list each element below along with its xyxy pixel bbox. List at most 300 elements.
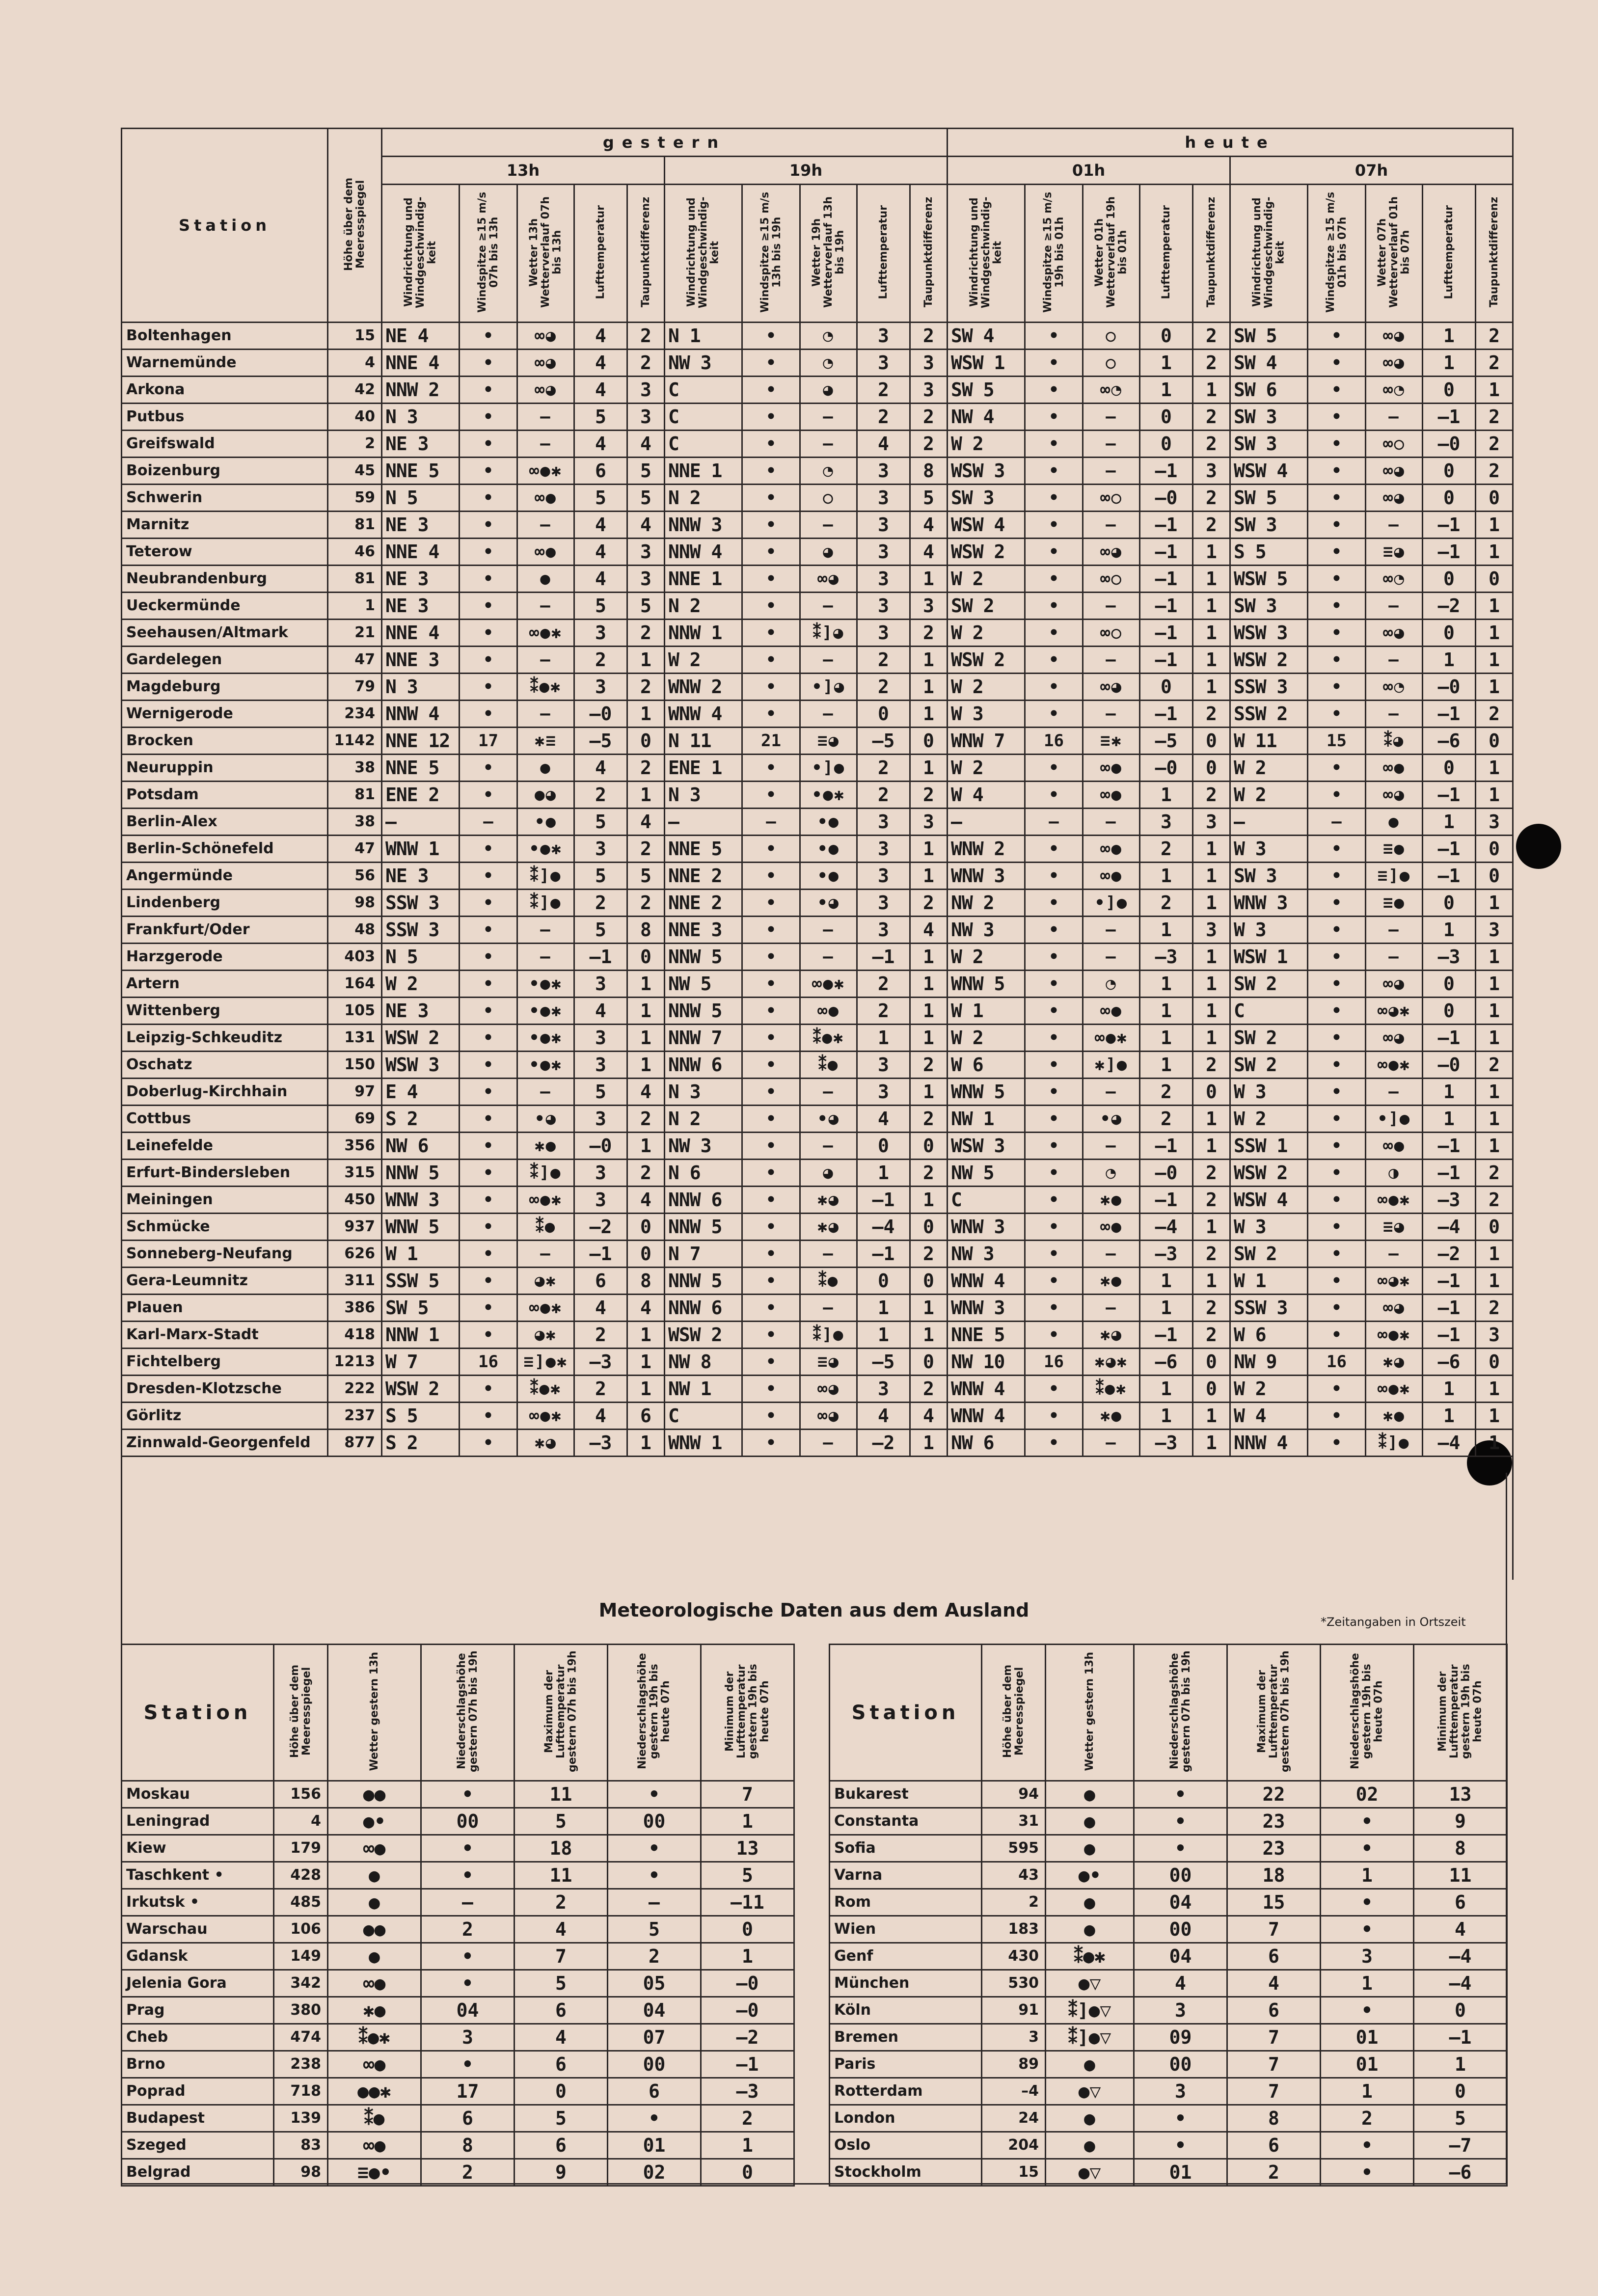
wind-cell: NNW 3 (665, 512, 742, 539)
precip-day-cell: 01 (1134, 2159, 1227, 2186)
gust-cell: • (460, 863, 517, 890)
max-temp-cell: 4 (515, 1916, 608, 1943)
weather-cell: – (800, 647, 857, 674)
station-elevation: 428 (274, 1862, 328, 1889)
station-elevation: 43 (982, 1862, 1046, 1889)
dewpoint-cell: 1 (627, 782, 665, 809)
dewpoint-cell: 4 (910, 917, 948, 944)
wind-cell: NW 8 (665, 1349, 742, 1376)
gust-cell: • (742, 674, 800, 701)
temperature-cell: –1 (1423, 1025, 1476, 1052)
dewpoint-cell: 2 (1193, 1241, 1230, 1268)
gust-cell: • (1308, 1376, 1366, 1403)
weather-cell: ● (1046, 1835, 1134, 1862)
weather-cell: – (1366, 512, 1423, 539)
weather-cell: – (1083, 944, 1140, 971)
precip-day-header: Niederschlagshöhe gestern 07h bis 19h (1134, 1645, 1227, 1781)
precip-night-cell: 3 (1321, 1943, 1414, 1970)
column-gap (794, 2159, 830, 2186)
gust-cell: • (460, 1430, 517, 1457)
temperature-cell: 3 (574, 1160, 627, 1187)
weather-cell: – (1366, 404, 1423, 431)
dewpoint-cell: 2 (627, 1106, 665, 1133)
dewpoint-cell: 1 (1193, 1430, 1230, 1457)
time-01h: 01h (948, 157, 1230, 185)
wind-cell: N 2 (665, 593, 742, 620)
temperature-cell: –1 (1140, 458, 1193, 485)
temperature-cell: –6 (1423, 1349, 1476, 1376)
dewpoint-cell: 1 (1476, 1376, 1513, 1403)
dewpoint-cell: 1 (627, 1052, 665, 1079)
gust-cell: • (742, 485, 800, 512)
wind-cell: W 2 (948, 566, 1025, 593)
gust-cell: • (460, 1187, 517, 1214)
weather-cell: ∞◕ (1366, 620, 1423, 647)
wind-cell: WSW 2 (1230, 647, 1308, 674)
precip-night-cell: 2 (608, 1943, 701, 1970)
dewpoint-cell: 1 (1193, 1106, 1230, 1133)
station-elevation: 403 (328, 944, 382, 971)
weather-cell: – (800, 431, 857, 458)
dewpoint-cell: 0 (910, 1214, 948, 1241)
gust-cell: • (742, 350, 800, 377)
station-elevation: 69 (328, 1106, 382, 1133)
temperature-cell: 3 (857, 593, 910, 620)
weather-cell: – (800, 701, 857, 728)
station-name: Leningrad (122, 1808, 274, 1835)
weather-cell: ∞◕ (800, 1376, 857, 1403)
station-elevation: 222 (328, 1376, 382, 1403)
dewpoint-cell: 4 (627, 431, 665, 458)
temperature-cell: –2 (857, 1430, 910, 1457)
dewpoint-cell: 2 (1476, 431, 1513, 458)
wind-cell: NNE 2 (665, 863, 742, 890)
temperature-cell: 4 (574, 1295, 627, 1322)
wind-cell: NNE 1 (665, 566, 742, 593)
dewpoint-cell: 3 (910, 350, 948, 377)
dewpoint-cell: 1 (1476, 944, 1513, 971)
station-elevation: 149 (274, 1943, 328, 1970)
gust-cell: • (1308, 593, 1366, 620)
station-name: Leipzig-Schkeuditz (122, 1025, 328, 1052)
dewpoint-cell: 2 (1476, 701, 1513, 728)
max-temp-header: Maximum der Lufttemperatur gestern 07h bis 19h (1227, 1645, 1321, 1781)
weather-cell: – (1366, 647, 1423, 674)
station-elevation: 183 (982, 1916, 1046, 1943)
gust-cell: • (1025, 566, 1083, 593)
station-name: Görlitz (122, 1403, 328, 1430)
station-name: Oslo (830, 2132, 982, 2159)
table-row (122, 1862, 1507, 1889)
wind-cell: NE 3 (382, 566, 460, 593)
dewpoint-cell: 5 (627, 458, 665, 485)
wind-cell: W 2 (948, 674, 1025, 701)
gust-cell: • (460, 701, 517, 728)
precip-day-cell: • (421, 1862, 515, 1889)
weather-cell: ● (517, 566, 574, 593)
station-name: Köln (830, 1997, 982, 2024)
dewpoint-header: Taupunktdifferenz (1476, 185, 1513, 323)
precip-night-cell: 07 (608, 2024, 701, 2051)
station-name: Doberlug-Kirchhain (122, 1079, 328, 1106)
table-row (122, 863, 1513, 890)
max-temp-cell: 7 (1227, 2051, 1321, 2078)
wind-cell: NE 3 (382, 593, 460, 620)
column-gap (794, 1645, 830, 1781)
precip-night-cell: • (1321, 2132, 1414, 2159)
station-elevation: 150 (328, 1052, 382, 1079)
dewpoint-cell: 3 (627, 566, 665, 593)
table-row (122, 809, 1513, 836)
gust-cell: • (1308, 1133, 1366, 1160)
dewpoint-cell: 2 (1193, 1187, 1230, 1214)
gust-cell: • (460, 377, 517, 404)
table-row (122, 1295, 1513, 1322)
gust-cell: • (1308, 1295, 1366, 1322)
station-elevation: 79 (328, 674, 382, 701)
temperature-cell: 1 (1423, 809, 1476, 836)
precip-night-cell: 04 (608, 1997, 701, 2024)
weather-cell: – (800, 593, 857, 620)
table-row (122, 1241, 1513, 1268)
weather-cell: ◔ (1083, 1160, 1140, 1187)
time-13h: 13h (382, 157, 665, 185)
precip-day-cell: 00 (1134, 2051, 1227, 2078)
column-gap (794, 1997, 830, 2024)
gust-cell: • (1025, 917, 1083, 944)
wind-cell: WNW 1 (382, 836, 460, 863)
gust-cell: • (1308, 1052, 1366, 1079)
column-gap (794, 1943, 830, 1970)
dewpoint-cell: 3 (910, 593, 948, 620)
station-elevation: 91 (982, 1997, 1046, 2024)
temperature-header: Lufttemperatur (574, 185, 627, 323)
temperature-cell: –0 (574, 701, 627, 728)
min-temp-cell: 0 (1414, 2078, 1507, 2105)
weather-cell: – (1083, 593, 1140, 620)
precip-night-cell: 01 (1321, 2051, 1414, 2078)
temperature-cell: 1 (1140, 1268, 1193, 1295)
precip-day-cell: 00 (1134, 1862, 1227, 1889)
max-temp-cell: 4 (515, 2024, 608, 2051)
max-temp-cell: 18 (515, 1835, 608, 1862)
precip-day-cell: 3 (1134, 2078, 1227, 2105)
group-gestern: gestern (382, 129, 948, 157)
weather-cell: ∞● (1083, 755, 1140, 782)
wind-cell: S 5 (1230, 539, 1308, 566)
gust-cell: • (1025, 458, 1083, 485)
gust-cell: • (460, 674, 517, 701)
dewpoint-cell: 6 (627, 1403, 665, 1430)
gust-cell: • (742, 917, 800, 944)
temperature-cell: 2 (857, 971, 910, 998)
weather-cell: ✱◕ (800, 1187, 857, 1214)
temperature-cell: –1 (1423, 863, 1476, 890)
temperature-cell: 2 (857, 404, 910, 431)
wind-cell: C (665, 1403, 742, 1430)
station-name: Boltenhagen (122, 323, 328, 350)
wind-cell: WNW 4 (665, 701, 742, 728)
station-name: Brocken (122, 728, 328, 755)
gust-cell: • (1308, 836, 1366, 863)
station-header: Station (830, 1645, 982, 1781)
column-gap (794, 1970, 830, 1997)
wind-cell: WSW 3 (948, 1133, 1025, 1160)
wind-cell: SSW 3 (1230, 674, 1308, 701)
dewpoint-cell: 1 (1476, 1430, 1513, 1457)
table-row (122, 1430, 1513, 1457)
dewpoint-cell: 2 (1193, 431, 1230, 458)
wind-cell: SW 4 (948, 323, 1025, 350)
table-row (122, 1889, 1507, 1916)
gust-cell: • (1025, 1295, 1083, 1322)
weather-cell: ∞● (1083, 863, 1140, 890)
table-row (122, 1025, 1513, 1052)
gust-cell: – (1308, 809, 1366, 836)
wind-cell: NNW 5 (665, 1214, 742, 1241)
wind-cell: SSW 3 (382, 890, 460, 917)
wind-cell: W 7 (382, 1349, 460, 1376)
station-elevation: 46 (328, 539, 382, 566)
wind-cell: W 4 (948, 782, 1025, 809)
dewpoint-cell: 1 (1193, 647, 1230, 674)
precip-night-cell: • (608, 1862, 701, 1889)
dewpoint-cell: 1 (1476, 1025, 1513, 1052)
temperature-cell: –5 (1140, 728, 1193, 755)
weather-cell: •]◕ (800, 674, 857, 701)
gust-cell: • (1025, 512, 1083, 539)
temperature-header: Lufttemperatur (1423, 185, 1476, 323)
precip-day-cell: 09 (1134, 2024, 1227, 2051)
dewpoint-cell: 4 (627, 1079, 665, 1106)
weather-cell: ✱◕ (1366, 1349, 1423, 1376)
dewpoint-cell: 1 (910, 566, 948, 593)
dewpoint-cell: 1 (627, 998, 665, 1025)
weather-cell: •●✱ (517, 1052, 574, 1079)
table-row (122, 2159, 1507, 2186)
gust-cell: • (742, 1160, 800, 1187)
wind-cell: WSW 4 (948, 512, 1025, 539)
gust-cell: • (1025, 323, 1083, 350)
gust-cell: • (460, 593, 517, 620)
gust-cell: • (1308, 1187, 1366, 1214)
weather-cell: ⁑● (328, 2105, 421, 2132)
wind-cell: W 3 (1230, 917, 1308, 944)
temperature-cell: –3 (1423, 944, 1476, 971)
weather-cell: ≡◕ (800, 728, 857, 755)
temperature-cell: 3 (857, 1079, 910, 1106)
dewpoint-cell: 1 (910, 1322, 948, 1349)
weather-cell: ∞● (328, 1835, 421, 1862)
weather-cell: – (517, 512, 574, 539)
dewpoint-cell: 1 (910, 1430, 948, 1457)
max-temp-cell: 5 (515, 1970, 608, 1997)
weather-cell: ∞○ (1083, 620, 1140, 647)
temperature-cell: –1 (1423, 404, 1476, 431)
precip-night-cell: 1 (1321, 2078, 1414, 2105)
weather-cell: ✱≡ (517, 728, 574, 755)
wind-cell: NW 3 (948, 917, 1025, 944)
weather-cell: – (1366, 701, 1423, 728)
precip-night-cell: • (608, 2105, 701, 2132)
temperature-cell: 0 (857, 1133, 910, 1160)
temperature-cell: 2 (857, 674, 910, 701)
gust-cell: • (1025, 593, 1083, 620)
max-temp-cell: 6 (515, 2051, 608, 2078)
dewpoint-cell: 4 (910, 512, 948, 539)
weather-cell: – (1083, 917, 1140, 944)
gust-cell: • (1308, 431, 1366, 458)
table-row (122, 1052, 1513, 1079)
gust-cell: • (460, 539, 517, 566)
weather-cell: ∞● (1366, 1133, 1423, 1160)
weather-cell: – (800, 404, 857, 431)
station-elevation: 21 (328, 620, 382, 647)
weather-cell: ∞◕✱ (1366, 998, 1423, 1025)
max-temp-cell: 4 (1227, 1970, 1321, 1997)
weather-cell: – (1083, 1241, 1140, 1268)
gust-cell: • (1025, 404, 1083, 431)
wind-cell: NW 3 (665, 1133, 742, 1160)
wind-cell: S 2 (382, 1106, 460, 1133)
wind-cell: N 5 (382, 944, 460, 971)
temperature-cell: –1 (857, 944, 910, 971)
dewpoint-cell: 2 (910, 890, 948, 917)
dewpoint-cell: 1 (910, 1025, 948, 1052)
temperature-cell: 5 (574, 863, 627, 890)
wind-cell: NNW 7 (665, 1025, 742, 1052)
temperature-cell: –1 (1423, 836, 1476, 863)
temperature-cell: –5 (857, 728, 910, 755)
gust-cell: • (742, 593, 800, 620)
weather-cell: – (517, 593, 574, 620)
wind-cell: W 2 (382, 971, 460, 998)
station-name: Marnitz (122, 512, 328, 539)
wind-cell: NE 3 (382, 998, 460, 1025)
gust-cell: • (1308, 323, 1366, 350)
weather-cell: – (517, 1079, 574, 1106)
temperature-cell: –1 (1423, 1322, 1476, 1349)
dewpoint-header: Taupunktdifferenz (627, 185, 665, 323)
weather-cell: ⁑]◕ (800, 620, 857, 647)
weather-cell: ●▽ (1046, 2159, 1134, 2186)
station-name: Constanta (830, 1808, 982, 1835)
temperature-cell: 6 (574, 458, 627, 485)
dewpoint-cell: 1 (1193, 863, 1230, 890)
wind-cell: WSW 2 (948, 539, 1025, 566)
station-elevation: 42 (328, 377, 382, 404)
precip-night-cell: 00 (608, 1808, 701, 1835)
wind-cell: NNE 5 (382, 458, 460, 485)
table-row (122, 431, 1513, 458)
temperature-cell: 3 (857, 323, 910, 350)
dewpoint-cell: 2 (910, 1052, 948, 1079)
min-temp-header: Minimum der Lufttemperatur gestern 19h bis heute 07h (1414, 1645, 1507, 1781)
gust-cell: • (460, 917, 517, 944)
gust-cell: • (1308, 863, 1366, 890)
wind-cell: WNW 3 (382, 1187, 460, 1214)
temperature-cell: 3 (574, 1187, 627, 1214)
dewpoint-cell: 1 (910, 1079, 948, 1106)
max-temp-cell: 5 (515, 1808, 608, 1835)
station-elevation: 3 (982, 2024, 1046, 2051)
wind-cell: NNW 5 (665, 1268, 742, 1295)
station-name: Meiningen (122, 1187, 328, 1214)
weather-cell: ≡]●✱ (517, 1349, 574, 1376)
dewpoint-cell: 5 (627, 863, 665, 890)
weather-cell: •●✱ (517, 998, 574, 1025)
weather-cell: – (1083, 404, 1140, 431)
min-temp-cell: 13 (1414, 1781, 1507, 1808)
column-gap (794, 2132, 830, 2159)
station-name: Bremen (830, 2024, 982, 2051)
dewpoint-cell: 5 (627, 593, 665, 620)
wind-cell: WNW 3 (948, 1214, 1025, 1241)
weather-cell: ✱● (1083, 1268, 1140, 1295)
temperature-cell: –0 (1423, 431, 1476, 458)
station-name: Oschatz (122, 1052, 328, 1079)
wind-cell: NNE 1 (665, 458, 742, 485)
dewpoint-cell: 1 (627, 971, 665, 998)
weather-cell: ∞●✱ (1083, 1025, 1140, 1052)
temperature-cell: –0 (1140, 755, 1193, 782)
temperature-cell: 3 (574, 620, 627, 647)
weather-cell: ● (328, 1889, 421, 1916)
station-name: Artern (122, 971, 328, 998)
dewpoint-cell: 1 (1193, 944, 1230, 971)
dewpoint-cell: 2 (1193, 485, 1230, 512)
weather-cell: ∞◔ (1366, 566, 1423, 593)
temperature-cell: 0 (1423, 458, 1476, 485)
temperature-cell: 4 (857, 431, 910, 458)
gust-cell: • (460, 431, 517, 458)
station-elevation: 15 (982, 2159, 1046, 2186)
gust-cell: • (1025, 674, 1083, 701)
temperature-cell: –1 (857, 1187, 910, 1214)
weather-cell: ≡◕ (800, 1349, 857, 1376)
table-row (122, 836, 1513, 863)
temperature-cell: 1 (1140, 1295, 1193, 1322)
dewpoint-cell: 3 (627, 377, 665, 404)
weather-cell: ◔ (800, 323, 857, 350)
weather-cell: ◔ (800, 350, 857, 377)
wind-cell: NE 3 (382, 863, 460, 890)
gust-cell: • (1025, 971, 1083, 998)
gust-cell: • (460, 566, 517, 593)
wind-cell: NE 3 (382, 512, 460, 539)
gust-cell: • (1025, 1187, 1083, 1214)
temperature-cell: 1 (1140, 971, 1193, 998)
gust-cell: • (1025, 620, 1083, 647)
table-row (122, 647, 1513, 674)
min-temp-cell: 0 (1414, 1997, 1507, 2024)
min-temp-cell: 5 (701, 1862, 794, 1889)
station-elevation: 45 (328, 458, 382, 485)
temperature-cell: 3 (574, 1025, 627, 1052)
dewpoint-cell: 3 (627, 404, 665, 431)
gust-cell: • (460, 1403, 517, 1430)
temperature-cell: 4 (574, 377, 627, 404)
weather-cell: – (1366, 593, 1423, 620)
wind-cell: WNW 3 (1230, 890, 1308, 917)
weather-cell: – (517, 1241, 574, 1268)
dewpoint-cell: 2 (1193, 323, 1230, 350)
dewpoint-cell: 1 (1193, 836, 1230, 863)
weather-cell: •]● (1083, 890, 1140, 917)
wind-cell: WNW 3 (948, 1295, 1025, 1322)
gust-cell: • (1025, 539, 1083, 566)
station-elevation: 40 (328, 404, 382, 431)
